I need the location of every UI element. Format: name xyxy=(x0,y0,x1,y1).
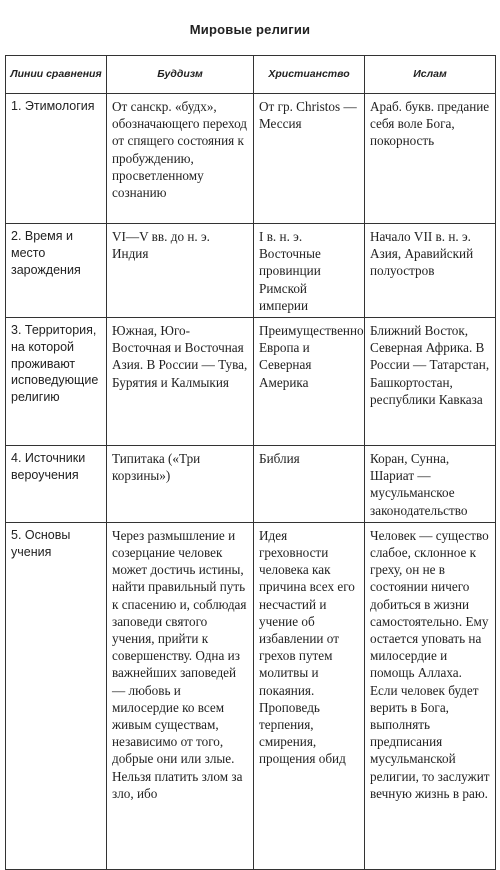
row-criterion: 4. Источники вероучения xyxy=(6,446,107,523)
christianity-cell: Идея греховности человека как причина всех его несчастий и учение об избавлении от грехов путем молитвы и покаяния. Проповедь терпения, смирения, прощения обид xyxy=(254,522,365,869)
christianity-cell: Библия xyxy=(254,446,365,523)
row-criterion: 3. Территория, на которой проживают исповедующие религию xyxy=(6,318,107,446)
row-criterion: 2. Время и место зарождения xyxy=(6,224,107,318)
table-row xyxy=(6,94,496,224)
comparison-table xyxy=(5,55,496,870)
table-row xyxy=(6,522,496,869)
page-title: Мировые религии xyxy=(189,22,311,37)
christianity-cell: Преимущественно Европа и Северная Америка xyxy=(254,318,365,446)
christianity-cell: I в. н. э. Восточные провинции Римской империи xyxy=(254,224,365,318)
table-row xyxy=(6,318,496,446)
table-row xyxy=(6,224,496,318)
buddhism-cell: От санскр. «будх», обозначающего переход от спящего состояния к пробуждению, просветленному сознанию xyxy=(107,94,254,224)
islam-cell: Начало VII в. н. э. Азия, Аравийский полуостров xyxy=(365,224,496,318)
row-criterion: 5. Основы учения xyxy=(6,522,107,869)
column-header-islam: Ислам xyxy=(365,56,496,94)
islam-cell: Человек — существо слабое, склонное к греху, он не в состоянии ничего добиться в жизни самостоятельно. Ему остается уповать на милосердие и помощь Аллаха. Если человек будет верить в Бога, выполнять предписания мусульманской религии, то заслужит вечную жизнь в раю. xyxy=(365,522,496,869)
row-criterion: 1. Этимология xyxy=(6,94,107,224)
buddhism-cell: Южная, Юго-Восточная и Восточная Азия. В России — Тува, Бурятия и Калмыкия xyxy=(107,318,254,446)
column-header-christianity: Христианство xyxy=(254,56,365,94)
table-row xyxy=(6,446,496,523)
table-header-row xyxy=(6,56,496,94)
islam-cell: Коран, Сунна, Шариат — мусульманское законодательство xyxy=(365,446,496,523)
column-header-buddhism: Буддизм xyxy=(107,56,254,94)
buddhism-cell: Типитака («Три корзины») xyxy=(107,446,254,523)
buddhism-cell: Через размышление и созерцание человек может достичь истины, найти правильный путь к спасению и, соблюдая заповеди святого учения, прийти к совершенству. Одна из важнейших заповедей — любовь и милосердие ко всем живым существам, независимо от того, добрые они или злые. Нельзя платить злом за зло, ибо xyxy=(107,522,254,869)
christianity-cell: От гр. Christos — Мессия xyxy=(254,94,365,224)
islam-cell: Араб. букв. предание себя воле Бога, покорность xyxy=(365,94,496,224)
column-header-criteria: Линии сравнения xyxy=(6,56,107,94)
buddhism-cell: VI—V вв. до н. э. Индия xyxy=(107,224,254,318)
islam-cell: Ближний Восток, Северная Африка. В России — Татарстан, Башкортостан, республики Кавказа xyxy=(365,318,496,446)
